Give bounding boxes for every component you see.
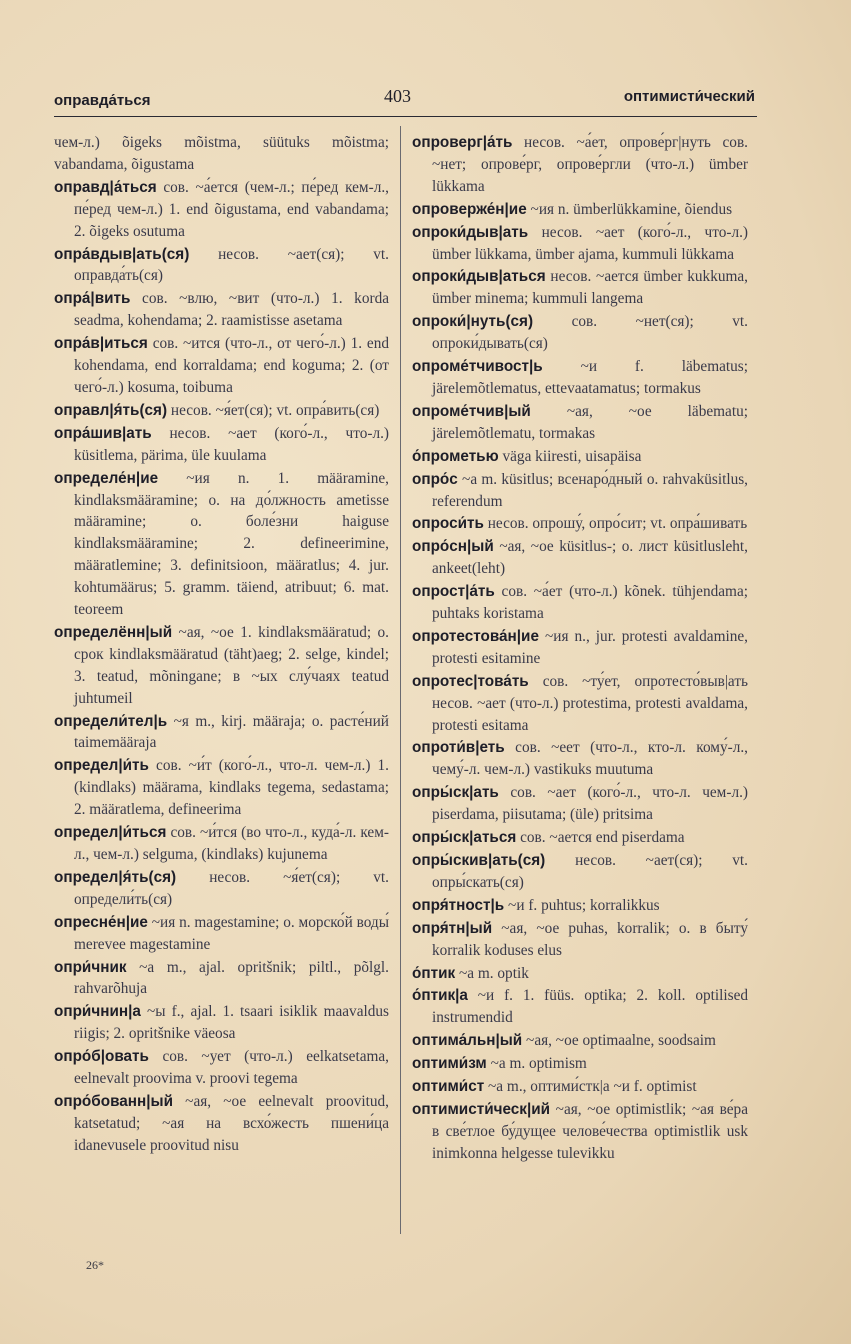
entry-text: несов. ~ает (кого́-л., что-л.) ümber lükkama, ümber ajama, kummuli lükkama bbox=[432, 223, 748, 263]
headword: о́прометью bbox=[412, 447, 499, 465]
entry-text: сов. ~а́ется (чем-л.; пе́ред кем-л., пе́ред чем-л.) 1. end õigustama, end vabandama; 2. õigeks osutuma bbox=[74, 178, 389, 240]
dictionary-entry bbox=[54, 244, 389, 288]
header-rule bbox=[54, 116, 757, 117]
headword: опри́чнин|а bbox=[54, 1003, 141, 1021]
headword: определ|и́ться bbox=[54, 824, 167, 842]
headword: опротес|това́ть bbox=[412, 672, 529, 690]
headword: опра́шив|ать bbox=[54, 424, 152, 442]
signature-mark: 26* bbox=[86, 1258, 104, 1272]
dictionary-entry bbox=[412, 311, 748, 355]
entry-text: несов. ~ает (кого́-л., что-л.) küsitlema, pärima, üle kuulama bbox=[74, 424, 390, 464]
headword: опресне́н|ие bbox=[54, 913, 148, 931]
entry-text: ~ы f., ajal. 1. tsaari isiklik maavaldus riigis; 2. opritšnike väeosa bbox=[74, 1003, 389, 1043]
entry-text: ~и f. 1. füüs. optika; 2. koll. optilised instrumendid bbox=[432, 987, 749, 1027]
entry-text: несов. ~я́ет(ся); vt. определи́ть(ся) bbox=[74, 868, 390, 908]
dictionary-entry bbox=[54, 423, 389, 467]
entry-text: сов. ~ится (что-л., от чего́-л.) 1. end kohendama, end korraldama; end koguma; 2. (от чего́-л.) kosuma, toibuma bbox=[74, 335, 390, 396]
running-head-left: оправда́ться bbox=[54, 92, 151, 109]
headword: опра́вдыв|ать(ся) bbox=[54, 245, 190, 263]
headword: опроти́в|еть bbox=[412, 739, 505, 757]
dictionary-entry bbox=[412, 513, 748, 535]
headword: о́птик bbox=[412, 964, 456, 982]
dictionary-entry bbox=[54, 177, 389, 243]
dictionary-entry bbox=[412, 1053, 748, 1075]
entry-text: сов. ~ует (что-л.) eelkatsetama, eelnevalt proovima v. proovi tegema bbox=[74, 1048, 389, 1088]
headword: опра́в|иться bbox=[54, 335, 148, 353]
entry-text: ~а m. optik bbox=[458, 964, 529, 982]
page-number: 403 bbox=[384, 86, 411, 106]
entry-text: сов. ~ает (кого́-л., что-л. чем-л.) piserdama, piisutama; (üle) pritsima bbox=[432, 784, 748, 824]
entry-text: ~а m., оптими́стк|а ~и f. optimist bbox=[488, 1078, 697, 1096]
entry-text: väga kiiresti, uisapäisa bbox=[502, 447, 642, 465]
dictionary-entry bbox=[412, 1030, 748, 1052]
dictionary-entry bbox=[54, 288, 389, 332]
dictionary-entry bbox=[412, 918, 748, 962]
entry-text: сов. ~ается end piserdama bbox=[520, 829, 685, 847]
dictionary-entry bbox=[54, 711, 389, 755]
dictionary-entry bbox=[54, 333, 389, 399]
dictionary-entry bbox=[412, 782, 748, 826]
right-column bbox=[412, 132, 748, 1166]
entry-text: сов. ~ту́ет, опротесто́выв|ать несов. ~ает (что-л.) protestima, protesti avaldama, protesti esitama bbox=[432, 672, 748, 734]
dictionary-entry bbox=[54, 912, 389, 956]
entry-text: ~а m., ajal. opritšnik; piltl., põlgl. rahvarõhuja bbox=[74, 958, 390, 998]
entry-text: ~ая, ~ое optimistlik; ~ая ве́ра в све́тлое бу́дущее челове́чества optimistlik usk inimkonna helgesse tulevikku bbox=[432, 1100, 748, 1162]
headword: определе́н|ие bbox=[54, 469, 159, 487]
headword: оправл|я́ть(ся) bbox=[54, 401, 168, 419]
dictionary-entry bbox=[54, 1091, 389, 1157]
headword: определ|я́ть(ся) bbox=[54, 868, 177, 886]
entry-text: сов. ~и́тся (во что-л., куда́-л. кем-л., чем-л.) selguma, (kindlaks) kujunema bbox=[74, 824, 389, 863]
headword: опротестова́н|ие bbox=[412, 627, 539, 645]
headword: опроверг|а́ть bbox=[412, 134, 513, 151]
headword: опроси́ть bbox=[412, 515, 484, 533]
headword: определённ|ый bbox=[54, 623, 173, 641]
headword: опроме́тчив|ый bbox=[412, 402, 531, 420]
entry-text: несов. ~ается ümber kukkuma, ümber minema; kummuli langema bbox=[432, 268, 749, 308]
dictionary-entry bbox=[412, 1076, 748, 1098]
dictionary-entry bbox=[412, 985, 748, 1029]
dictionary-entry bbox=[54, 400, 389, 422]
entry-text: несов. ~а́ет, опрове́рг|нуть сов. ~нет; опрове́рг, опрове́ргли (что-л.) ümber lükkama bbox=[432, 134, 748, 195]
entry-text: ~я m., kirj. määraja; о. расте́ний taimemääraja bbox=[74, 712, 389, 752]
headword: опри́чник bbox=[54, 958, 127, 976]
entry-text: ~ая, ~ое 1. kindlaksmääratud; о. срок kindlaksmääratud (täht)aeg; 2. selge, kindel; 3. teatud, mõningane; в ~ых слу́чаях teatud juhtumeil bbox=[74, 623, 390, 707]
headword: опры́ск|аться bbox=[412, 829, 517, 847]
dictionary-entry bbox=[412, 581, 748, 625]
headword: опрост|а́ть bbox=[412, 583, 495, 601]
headword: опроки́|нуть(ся) bbox=[412, 313, 534, 331]
dictionary-entry bbox=[412, 850, 748, 894]
entry-text: сов. ~и́т (кого́-л., что-л. чем-л.) 1. (kindlaks) määrama, kindlaks tegema, sedastama; 2. määratlema, defineerima bbox=[74, 757, 389, 819]
entry-text: сов. ~а́ет (что-л.) kõnek. tühjendama; puhtaks koristama bbox=[432, 583, 748, 623]
entry-text: ~ая, ~ое optimaalne, soodsaim bbox=[526, 1032, 716, 1050]
dictionary-entry bbox=[54, 132, 389, 176]
dictionary-entry bbox=[54, 867, 389, 911]
dictionary-entry bbox=[412, 536, 748, 580]
entry-text: сов. ~влю, ~вит (что-л.) 1. korda seadma, kohendama; 2. raamistisse asetama bbox=[74, 290, 390, 330]
entry-text: ~ия n. 1. määramine, kindlaksmääramine; о. на до́лжность ametisse määramine; о. боле́зни haiguse kindlaksmääramine; 2. defineerimine, määratlemine; 3. definitsioon, määratlus; 4. jur. kohtumäärus; 5. gramm. täiend, atribuut; 6. mat. teoreem bbox=[74, 469, 389, 619]
dictionary-entry bbox=[54, 957, 389, 1001]
dictionary-entry bbox=[412, 132, 748, 198]
headword: опро́б|овать bbox=[54, 1048, 149, 1066]
headword: определи́тел|ь bbox=[54, 712, 168, 730]
headword: опроме́тчивост|ь bbox=[412, 358, 543, 376]
entry-text: ~а m. optimism bbox=[490, 1055, 587, 1073]
headword: опря́тн|ый bbox=[412, 919, 493, 937]
dictionary-entry bbox=[54, 1001, 389, 1045]
left-column bbox=[54, 132, 389, 1158]
column-divider bbox=[400, 126, 401, 1234]
dictionary-entry bbox=[412, 1099, 748, 1165]
dictionary-entry bbox=[54, 1046, 389, 1090]
entry-text: несов. опрошу́, опро́сит; vt. опра́шивать bbox=[487, 515, 748, 533]
dictionary-entry bbox=[412, 222, 748, 266]
dictionary-entry bbox=[412, 963, 748, 985]
headword: оптими́зм bbox=[412, 1055, 487, 1073]
entry-text: сов. ~нет(ся); vt. опроки́дывать(ся) bbox=[432, 313, 748, 353]
entry-text: ~ая, ~ое puhas, korralik; о. в быту́ korralik koduses elus bbox=[432, 919, 748, 959]
entry-text: несов. ~ает(ся); vt. опры́скать(ся) bbox=[432, 852, 748, 891]
entry-text: несов. ~я́ет(ся); vt. опра́вить(ся) bbox=[170, 401, 380, 419]
headword: опро́с bbox=[412, 470, 458, 488]
dictionary-entry bbox=[54, 755, 389, 821]
dictionary-entry bbox=[412, 401, 748, 445]
dictionary-entry bbox=[412, 266, 748, 310]
entry-text: ~и f. puhtus; korralikkus bbox=[508, 896, 660, 914]
dictionary-entry bbox=[412, 895, 748, 917]
headword: оптимисти́ческ|ий bbox=[412, 1100, 551, 1118]
entry-text: чем-л.) õigeks mõistma, süütuks mõistma; vabandama, õigustama bbox=[54, 134, 389, 173]
dictionary-entry bbox=[54, 822, 389, 866]
headword: опроки́дыв|ать bbox=[412, 223, 529, 241]
dictionary-entry bbox=[412, 446, 748, 468]
headword: о́птик|а bbox=[412, 987, 468, 1005]
headword: оптими́ст bbox=[412, 1078, 485, 1096]
headword: опря́тност|ь bbox=[412, 896, 505, 914]
entry-text: ~ая, ~ое eelnevalt proovitud, katsetatud; ~ая на всхо́жесть пшени́ца idanevusele proovitud nisu bbox=[74, 1092, 390, 1154]
entry-text: ~ая, ~ое läbematu; järelemõtlematu, tormakas bbox=[432, 402, 748, 442]
headword: опроверже́н|ие bbox=[412, 200, 527, 218]
dictionary-entry bbox=[412, 737, 748, 781]
dictionary-entry bbox=[412, 469, 748, 513]
headword: определ|и́ть bbox=[54, 757, 149, 775]
headword: опро́сн|ый bbox=[412, 538, 494, 556]
entry-text: ~ия n., jur. protesti avaldamine, protesti esitamine bbox=[432, 627, 748, 667]
running-head-right: оптимисти́ческий bbox=[623, 88, 755, 105]
entry-text: ~ия n. ümberlükkamine, õiendus bbox=[530, 200, 733, 218]
dictionary-entry bbox=[412, 626, 748, 670]
headword: оптима́льн|ый bbox=[412, 1032, 523, 1050]
headword: опры́ск|ать bbox=[412, 784, 499, 802]
dictionary-entry bbox=[54, 468, 389, 621]
dictionary-entry bbox=[54, 622, 389, 710]
entry-text: ~ия n. magestamine; о. морско́й воды́ merevee magestamine bbox=[74, 913, 389, 953]
entry-text: ~ая, ~ое küsitlus-; о. лист küsitlusleht, ankeet(leht) bbox=[432, 538, 748, 578]
dictionary-entry bbox=[412, 827, 748, 849]
dictionary-entry bbox=[412, 671, 748, 737]
headword: опра́|вить bbox=[54, 290, 131, 308]
headword: оправд|а́ться bbox=[54, 178, 157, 196]
entry-text: ~и f. läbematus; järelemõtlematus, ettevaatamatus; tormakus bbox=[432, 358, 749, 397]
dictionary-entry bbox=[412, 356, 748, 400]
headword: опроки́дыв|аться bbox=[412, 268, 546, 286]
entry-text: сов. ~еет (что-л., кто-л. кому́-л., чему́-л. чем-л.) vastikuks muutuma bbox=[432, 739, 749, 779]
headword: опры́скив|ать(ся) bbox=[412, 852, 546, 869]
entry-text: ~а m. küsitlus; всенаро́дный о. rahvaküsitlus, referendum bbox=[432, 470, 748, 510]
page-header bbox=[54, 86, 755, 112]
entry-text: несов. ~ает(ся); vt. оправда́ть(ся) bbox=[74, 245, 389, 285]
dictionary-entry bbox=[412, 199, 748, 221]
headword: опро́бованн|ый bbox=[54, 1092, 173, 1110]
